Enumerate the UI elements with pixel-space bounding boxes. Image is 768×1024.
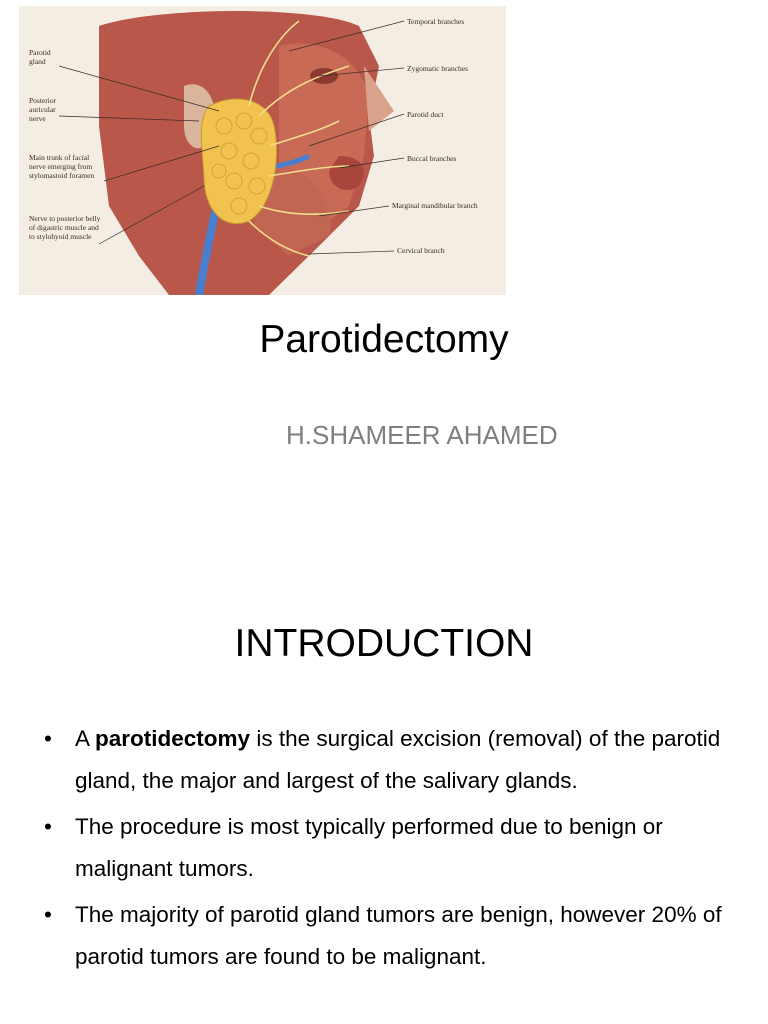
bullet-marker: • <box>44 814 52 839</box>
bullet-bold-term: parotidectomy <box>95 726 251 751</box>
bullet-text: The procedure is most typically performed due to benign or malignant tumors. <box>75 814 663 881</box>
label-posterior-auricular-nerve: Posterior auricular nerve <box>29 96 57 123</box>
bullet-item <box>44 894 734 978</box>
presentation-title: Parotidectomy <box>259 318 509 361</box>
section-heading: INTRODUCTION <box>234 622 534 665</box>
bullet-text: The majority of parotid gland tumors are benign, however 20% of parotid tumors are found to be malignant. <box>75 902 722 969</box>
label-marginal-mandibular-branch: Marginal mandibular branch <box>392 201 478 210</box>
label-zygomatic-branches: Zygomatic branches <box>407 64 469 73</box>
eye-shape <box>310 68 338 84</box>
label-nerve-to-digastric: Nerve to posterior belly of digastric muscle and to stylohyoid muscle <box>29 214 101 241</box>
label-temporal-branches: Temporal branches <box>407 17 465 26</box>
label-cervical-branch: Cervical branch <box>397 246 445 255</box>
author-name: H.SHAMEER AHAMED <box>286 420 558 450</box>
bullet-item <box>44 806 734 890</box>
bullet-text-post: is the surgical excision (removal) of the parotid gland, the major and largest of the salivary glands. <box>75 726 721 793</box>
label-parotid-gland: Parotid gland <box>29 48 51 66</box>
intro-bullet-list <box>44 718 734 982</box>
label-parotid-duct: Parotid duct <box>407 110 444 119</box>
label-main-trunk-facial-nerve: Main trunk of facial nerve emerging from stylomastoid foramen <box>29 153 95 180</box>
bullet-marker: • <box>44 726 52 751</box>
label-buccal-branches: Buccal branches <box>407 154 457 163</box>
parotid-anatomy-illustration <box>19 6 506 295</box>
bullet-item <box>44 718 734 802</box>
bullet-text-pre: A <box>75 726 96 751</box>
nose-shape <box>364 66 394 131</box>
bullet-marker: • <box>44 902 52 927</box>
